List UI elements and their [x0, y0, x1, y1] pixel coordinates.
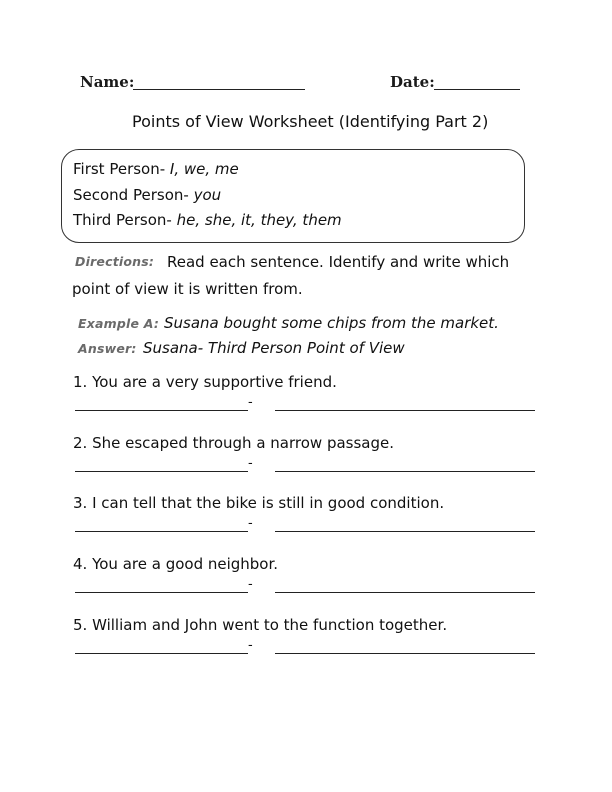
directions-tag: Directions: — [75, 254, 155, 269]
example-sentence: Susana bought some chips from the market. — [164, 314, 499, 332]
page-title: Points of View Worksheet (Identifying Part 2) — [132, 112, 489, 131]
date-label: Date: — [390, 73, 435, 91]
name-label: Name: — [80, 73, 135, 91]
answer-separator: - — [248, 395, 253, 410]
answer-4-pov-field[interactable] — [275, 592, 535, 593]
question-3: 3. I can tell that the bike is still in good condition. — [73, 494, 445, 512]
answer-tag: Answer: — [78, 341, 137, 356]
question-4: 4. You are a good neighbor. — [73, 555, 279, 573]
pov-pronouns: you — [193, 186, 222, 204]
answer-2-pov-field[interactable] — [275, 471, 535, 472]
answer-5-pov-field[interactable] — [275, 653, 535, 654]
pov-third-person — [73, 211, 342, 229]
answer-separator: - — [248, 456, 253, 471]
pov-pronouns: he, she, it, they, them — [176, 211, 342, 229]
answer-5-subject-field[interactable] — [75, 653, 248, 654]
pov-label: Second Person- — [73, 186, 194, 204]
pov-label: First Person- — [73, 160, 170, 178]
pov-second-person — [73, 186, 221, 204]
example-tag: Example A: — [78, 316, 160, 331]
question-1: 1. You are a very supportive friend. — [73, 373, 337, 391]
question-5: 5. William and John went to the function together. — [73, 616, 448, 634]
answer-2-subject-field[interactable] — [75, 471, 248, 472]
name-field[interactable] — [133, 89, 305, 90]
example-answer: Susana- Third Person Point of View — [143, 339, 405, 357]
answer-1-pov-field[interactable] — [275, 410, 535, 411]
date-field[interactable] — [434, 89, 520, 90]
answer-1-subject-field[interactable] — [75, 410, 248, 411]
answer-separator: - — [248, 638, 253, 653]
answer-3-pov-field[interactable] — [275, 531, 535, 532]
directions-line-2: point of view it is written from. — [72, 280, 303, 298]
pov-first-person — [73, 160, 239, 178]
pov-pronouns: I, we, me — [169, 160, 239, 178]
answer-4-subject-field[interactable] — [75, 592, 248, 593]
directions-line-1: Read each sentence. Identify and write which — [167, 253, 510, 271]
answer-separator: - — [248, 516, 253, 531]
pov-label: Third Person- — [73, 211, 177, 229]
question-2: 2. She escaped through a narrow passage. — [73, 434, 394, 452]
answer-3-subject-field[interactable] — [75, 531, 248, 532]
answer-separator: - — [248, 577, 253, 592]
